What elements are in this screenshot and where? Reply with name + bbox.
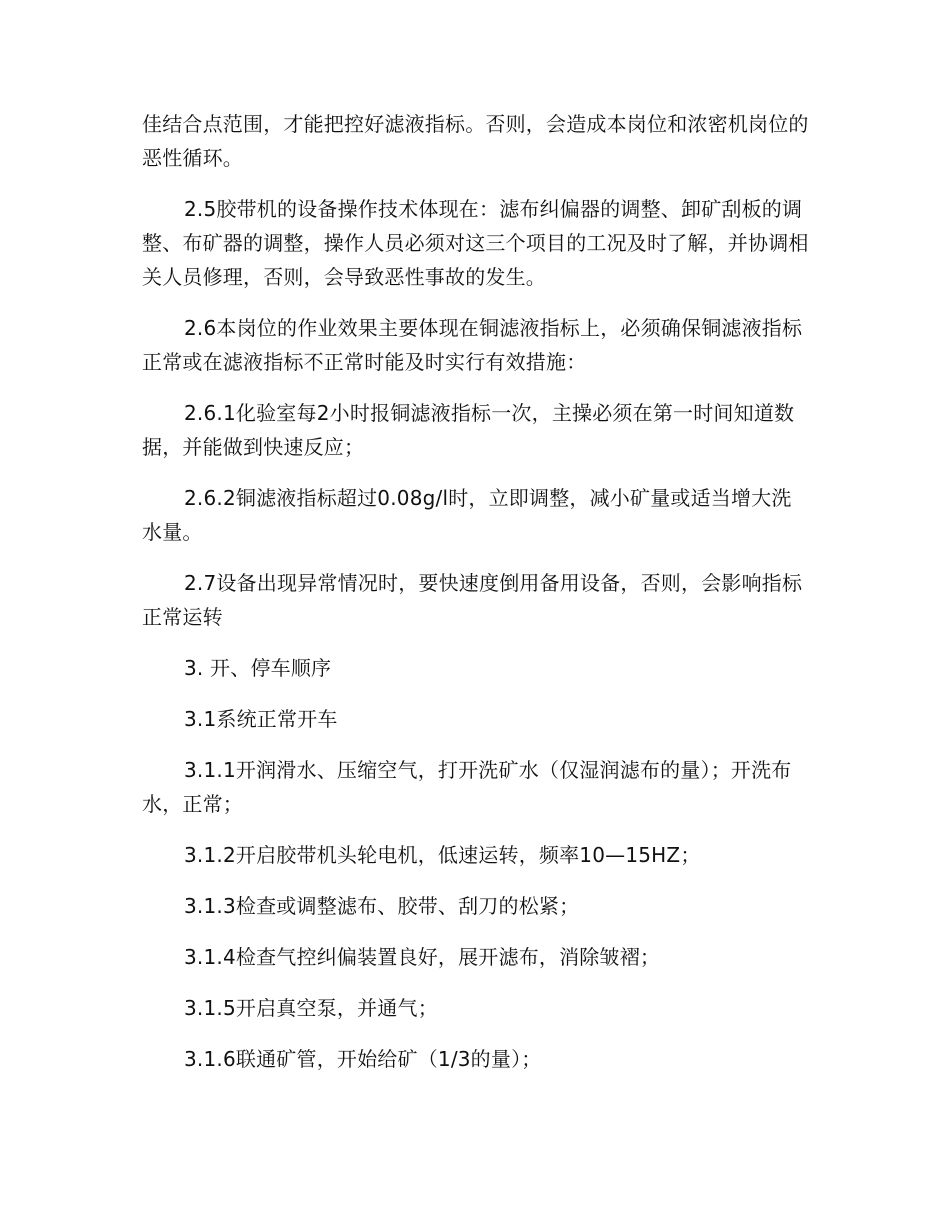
paragraph-2-6-1: 2.6.1化验室每2小时报铜滤液指标一次，主操必须在第一时间知道数据，并能做到快速反应； <box>142 401 795 459</box>
paragraph-3-1-6: 3.1.6联通矿管，开始给矿（1/3的量）； <box>184 1047 542 1071</box>
paragraph-1: 佳结合点范围，才能把控好滤液指标。否则，会造成本岗位和浓密机岗位的恶性循环。 <box>142 112 809 170</box>
paragraph-3-1-5: 3.1.5开启真空泵，并通气； <box>184 996 438 1020</box>
paragraph-2-5: 2.5胶带机的设备操作技术体现在：滤布纠偏器的调整、卸矿刮板的调整、布矿器的调整，操作人员必须对这三个项目的工况及时了解，并协调相关人员修理，否则，会导致恶性事故的发生。 <box>142 197 809 289</box>
paragraph-2-6: 2.6本岗位的作业效果主要体现在铜滤液指标上，必须确保铜滤液指标正常或在滤液指标不正常时能及时实行有效措施： <box>142 316 803 374</box>
paragraph-2-7: 2.7设备出现异常情况时，要快速度倒用备用设备，否则，会影响指标正常运转 <box>142 571 803 629</box>
document-body <box>142 107 810 1093</box>
paragraph-3-1-3: 3.1.3检查或调整滤布、胶带、刮刀的松紧； <box>184 894 580 918</box>
paragraph-2-6-2: 2.6.2铜滤液指标超过0.08g/l时，立即调整，减小矿量或适当增大洗水量。 <box>142 486 792 544</box>
paragraph-3-1-4: 3.1.4检查气控纠偏装置良好，展开滤布，消除皱褶； <box>184 945 661 969</box>
section-heading-3: 3. 开、停车顺序 <box>184 656 332 680</box>
paragraph-3-1-1: 3.1.1开润滑水、压缩空气，打开洗矿水（仅湿润滤布的量）；开洗布水，正常； <box>142 758 792 816</box>
subheading-3-1: 3.1系统正常开车 <box>184 707 338 731</box>
paragraph-3-1-2: 3.1.2开启胶带机头轮电机，低速运转，频率10—15HZ； <box>184 843 701 867</box>
